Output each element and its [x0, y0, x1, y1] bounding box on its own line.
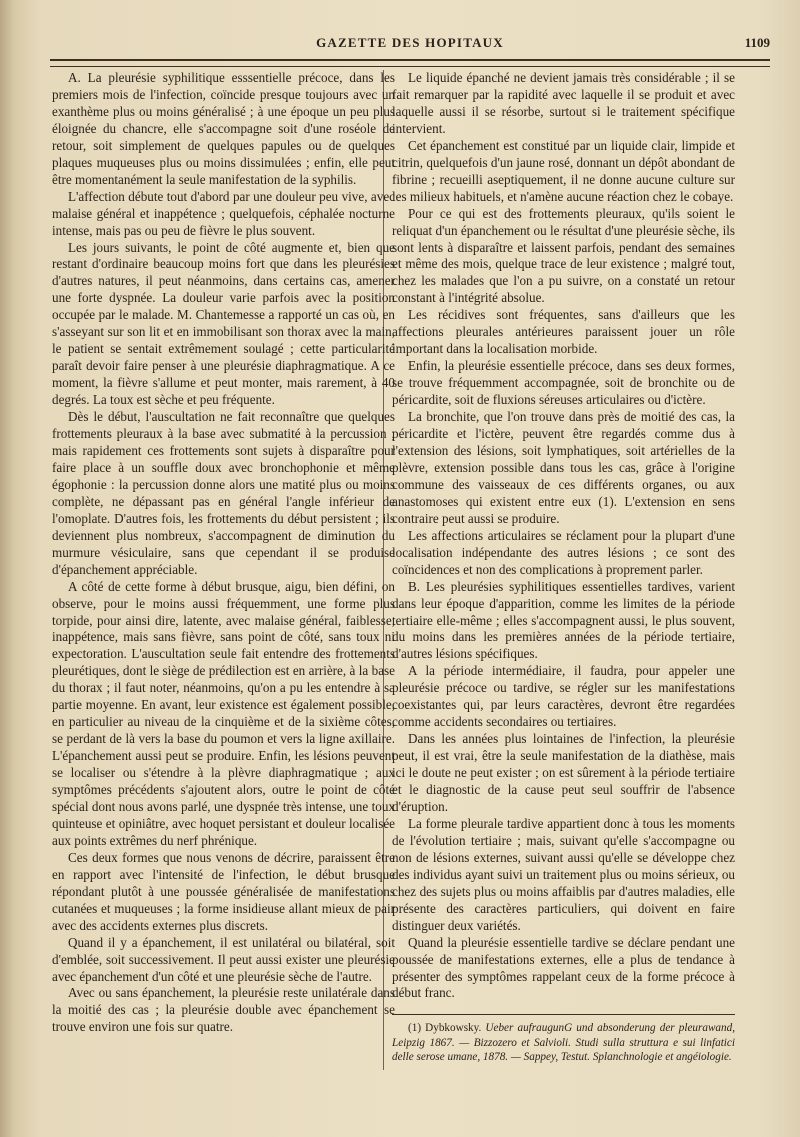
header-double-rule [50, 59, 770, 67]
paragraph: Avec ou sans épanchement, la pleurésie reste unilatérale dans la moitié des cas ; la pleurésie double avec épanchement se trouve environ une fois sur quatre. [52, 985, 395, 1035]
paragraph: Les récidives sont fréquentes, sans d'ailleurs que les affections pleurales antérieures paraissent jouer un rôle important dans la localisation morbide. [392, 307, 735, 357]
paragraph: Pour ce qui est des frottements pleuraux, qu'ils soient le reliquat d'un épanchement ou le résultat d'une pleurésie sèche, ils sont lents à disparaître et laissent parfois, pendant des semaines et même des mois, quelque trace de leur existence ; malgré tout, chez les malades que l'on a pu suivre, on a constaté un retour constant à l'intégrité absolue. [392, 205, 735, 306]
paragraph: Enfin, la pleurésie essentielle précoce, dans ses deux formes, se trouve fréquemment accompagnée, soit de bronchite ou de péricardite, soit de fluxions séreuses articulaires ou d'ictère. [392, 358, 735, 408]
left-column [52, 70, 395, 1036]
page-number: 1109 [744, 35, 770, 50]
right-column [392, 70, 735, 1064]
paragraph: Dans les années plus lointaines de l'infection, la pleurésie peut, il est vrai, être la seule manifestation de la diathèse, mais ici le doute ne peut exister ; on est sûrement à la période tertiaire et le diagnostic de la cause peut seul souffrir de l'absence d'éruption. [392, 731, 735, 814]
running-title: GAZETTE DES HOPITAUX [316, 35, 504, 50]
paragraph: La forme pleurale tardive appartient donc à tous les moments de l'évolution tertiaire ; mais, suivant qu'elle s'accompagne ou non de lésions externes, suivant aussi qu'elle se développe chez des individus ayant suivi un traitement plus ou moins sérieux, ou chez des sujets plus ou moins affaiblis par d'autres maladies, elle présente des caractères particuliers, qui doivent en faire distinguer deux variétés. [392, 815, 735, 933]
footnote-marker: (1) Dybkowsky. [408, 1022, 482, 1035]
paragraph: Quand il y a épanchement, il est unilatéral ou bilatéral, soit d'emblée, soit successivement. Il peut aussi exister une pleurésie avec épanchement d'un côté et une pleurésie sèche de l'autre. [52, 934, 395, 984]
paragraph: A côté de cette forme à début brusque, aigu, bien défini, on observe, pour le moins aussi fréquemment, une forme plus torpide, pour ainsi dire, latente, avec malaise général, faiblesse, inappétence, mais sans fièvre, sans point de côté, sans toux ni expectoration. L'auscultation seule fait entendre des frottements pleurétiques, dont le siège de prédilection est en arrière, à la base du thorax ; il faut noter, néanmoins, qu'on a pu les entendre à sa partie moyenne. En avant, leur existence est également possible, en particulier au niveau de la cinquième et de la sixième côtes, se perdant de là vers la base du poumon et vers la ligne axillaire. L'épanchement aussi peut se produire. Enfin, les lésions peuvent se localiser ou s'étendre à la plèvre diaphragmatique ; aux symptômes précédents s'ajoutent alors, outre le point de côté spécial dont nous avons parlé, une dyspnée très intense, une toux quinteuse et opiniâtre, avec hoquet persistant et douleur localisée aux points extrêmes du nerf phrénique. [52, 578, 395, 848]
page-header [50, 30, 770, 54]
footnote-rule [392, 1014, 735, 1015]
paragraph: Le liquide épanché ne devient jamais très considérable ; il se fait remarquer par la rapidité avec laquelle il se produit et avec laquelle aussi il se résorbe, surtout si le traitement spécifique intervient. [392, 70, 735, 136]
paragraph: B. Les pleurésies syphilitiques essentielles tardives, varient dans leur époque d'apparition, comme les limites de la période tertiaire elle-même ; elles s'accompagnent aussi, le plus souvent, du moins dans les premières années de la période tertiaire, d'autres lésions spécifiques. [392, 578, 735, 662]
paragraph: Cet épanchement est constitué par un liquide clair, limpide et citrin, quelquefois d'un jaune rosé, donnant un dépôt abondant de fibrine ; recueilli aseptiquement, il ne donne aucune culture sur les milieux habituels, et n'amène aucune réaction chez le cobaye. [392, 137, 735, 204]
paragraph: Les affections articulaires se réclament pour la plupart d'une localisation indépendante des autres lésions ; ce sont des coïncidences et non des complications à proprement parler. [392, 527, 735, 577]
footnote-text: Ueber aufraugunG und absonderung der pleurawand, Leipzig 1867. — Bizzozero et Salvioli. Studi sulla struttura e sui linfatici delle serose umane, 1878. — Sappey, Testut. Splanchnologie et angéiologie. [392, 1022, 735, 1063]
paragraph: Ces deux formes que nous venons de décrire, paraissent être en rapport avec l'intensité de l'infection, le début brusque répondant plutôt à une poussée généralisée de manifestations cutanées et muqueuses ; la forme insidieuse allant mieux de pair avec des accidents externes plus discrets. [52, 849, 395, 933]
paragraph: Dès le début, l'auscultation ne fait reconnaître que quelques frottements pleuraux à la base avec submatité à la percussion ; mais rapidement ces frottements sont sujets à disparaître pour faire place à un souffle doux avec bronchophonie et même égophonie : la percussion donne alors une matité plus ou moins complète, ne dépassant pas en général l'angle inférieur de l'omoplate. D'autres fois, les frottements du début persistent ; ils deviennent plus nombreux, s'accompagnent de diminution du murmure vésiculaire, sans que cependant il se produise d'épanchement appréciable. [52, 409, 395, 577]
paragraph: A. La pleurésie syphilitique esssentielle précoce, dans les premiers mois de l'infection, coïncide presque toujours avec un exanthème plus ou moins généralisé ; à une époque un peu plus éloignée du chancre, elle s'accompagne soit d'une roséole de retour, soit simplement de quelques papules ou de quelques plaques muqueuses plus ou moins dissimulées ; enfin, elle peut être momentanément la seule manifestation de la syphilis. [52, 70, 395, 187]
footnote [392, 1021, 735, 1064]
paragraph: A la période intermédiaire, il faudra, pour appeler une pleurésie précoce ou tardive, se régler sur les manifestations coexistantes qui, par leurs caractères, devront être regardées comme accidents secondaires ou tertiaires. [392, 663, 735, 730]
paragraph: L'affection débute tout d'abord par une douleur peu vive, avec malaise général et inappétence ; quelquefois, céphalée nocturne intense, mais pas ou peu de fièvre le plus souvent. [52, 188, 395, 238]
paragraph: Quand la pleurésie essentielle tardive se déclare pendant une poussée de manifestations externes, elle a plus de tendance à présenter des symptômes rappelant ceux de la forme précoce à début franc. [392, 934, 735, 1001]
paragraph: La bronchite, que l'on trouve dans près de moitié des cas, la péricardite et l'ictère, peuvent être regardés comme dus à l'extension des lésions, soit lymphatiques, soit artérielles de la plèvre, extension possible dans tous les cas, grâce à l'origine commune des vaisseaux de ces différents organes, ou aux anastomoses qui existent entre eux (1). L'extension en sens contraire peut aussi se produire. [392, 409, 735, 526]
paragraph: Les jours suivants, le point de côté augmente et, bien que restant d'ordinaire beaucoup moins fort que dans les pleurésies d'autres natures, il peut néanmoins, dans certains cas, amener une forte dyspnée. La douleur varie parfois avec la position occupée par le malade. M. Chantemesse a rapporté un cas où, en s'asseyant sur son lit et en immobilisant son thorax avec la main, le patient se sentait extrêmement soulagé ; cette particularité paraît devoir faire penser à une pleurésie diaphragmatique. A ce moment, la fièvre s'allume et peut monter, mais rarement, à 40 degrés. La toux est sèche et peu fréquente. [52, 239, 395, 408]
